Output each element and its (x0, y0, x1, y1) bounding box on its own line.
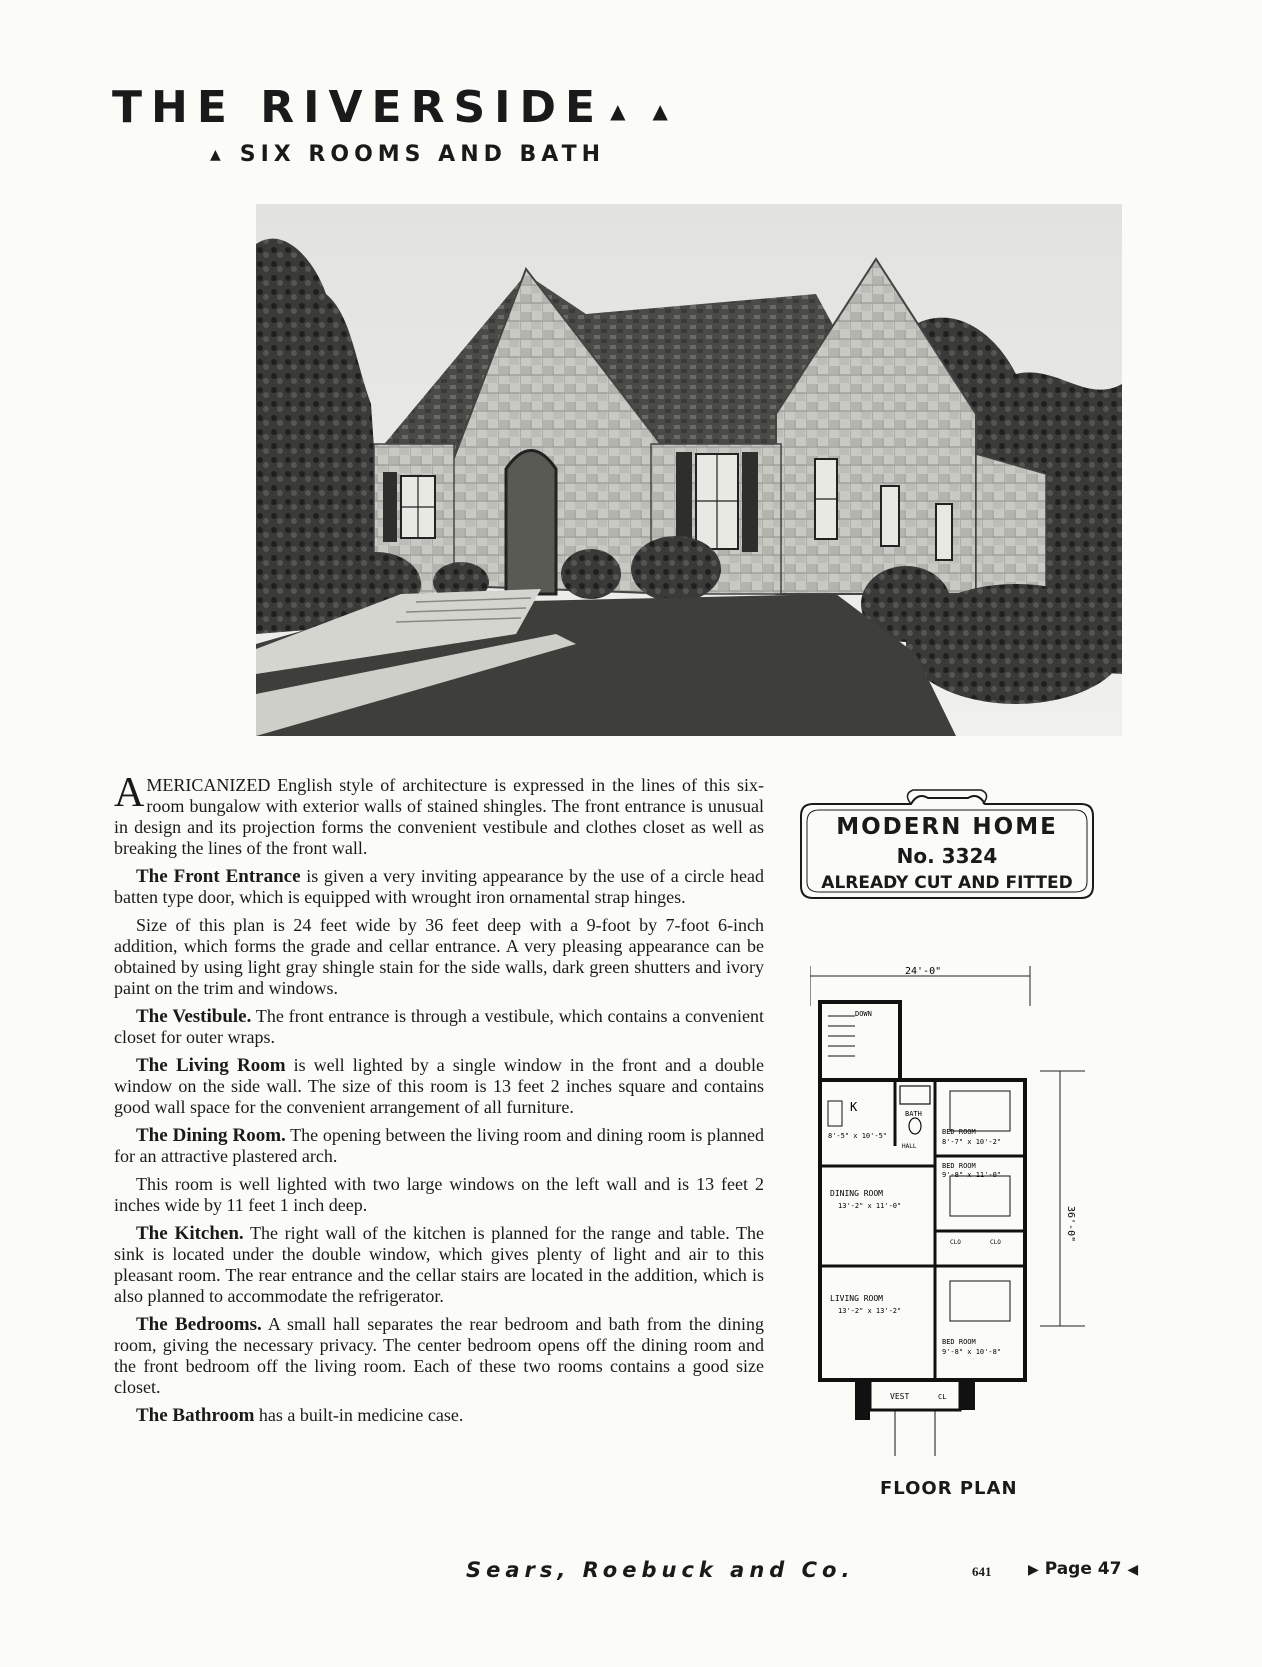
dining-room-text: The opening between the living room and dining room is planned for an attractive plastered arch. (114, 1125, 765, 1166)
page-left-arrow: ▶ (1028, 1562, 1039, 1578)
dining-room-paragraph-2: This room is well lighted with two large windows on the left wall and is 13 feet 2 inches wide by 11 feet 1 inch deep. (114, 1174, 764, 1215)
title-text: THE RIVERSIDE (112, 82, 605, 133)
bedrooms-heading: The Bedrooms. (136, 1314, 262, 1335)
card-tagline: ALREADY CUT AND FITTED (821, 873, 1073, 893)
bathroom-paragraph (114, 1405, 764, 1426)
plan-depth-dimension: 36'-0" (1065, 1206, 1076, 1243)
plan-dining-label: DINING ROOM (830, 1189, 883, 1198)
page-number: Page 47 (1044, 1559, 1122, 1579)
plan-living-size: 13'-2" x 13'-2" (838, 1307, 902, 1315)
page-right-arrow: ◀ (1127, 1562, 1139, 1578)
plan-bedroom-2-label: BED ROOM (942, 1162, 976, 1170)
bedrooms-text: A small hall separates the rear bedroom and bath from the dining room, giving the necessary privacy. The center bedroom opens off the dining room and the front bedroom off the living room. Each of these two rooms contains a good size closet. (114, 1314, 764, 1397)
plan-bedroom-3-label: BED ROOM (942, 1338, 976, 1346)
floor-plan-label: FLOOR PLAN (880, 1478, 1018, 1499)
page-subtitle (210, 142, 605, 167)
plan-hall-label: HALL (902, 1143, 917, 1150)
title-triangles: ▲ ▲ (610, 99, 678, 123)
plan-dining-size: 13'-2" x 11'-0" (838, 1202, 902, 1210)
plan-bedroom-3-size: 9'-8" x 10'-8" (942, 1348, 1002, 1356)
bathroom-text: has a built-in medicine case. (254, 1405, 464, 1425)
modern-home-card (793, 812, 1101, 896)
plan-width-dimension: 24'-0" (905, 966, 942, 977)
page-title (112, 82, 678, 133)
intro-paragraph: AMERICANIZED English style of architecture is expressed in the lines of this six-room bungalow with exterior walls of stained shingles. The front entrance is unusual in design and its projection forms the convenient vestibule and clothes closet as well as breaking the lines of the front wall. (114, 770, 764, 858)
kitchen-heading: The Kitchen. (136, 1223, 244, 1244)
kitchen-paragraph (114, 1223, 764, 1307)
plan-kitchen-label: K (850, 1100, 858, 1114)
living-room-text: is well lighted by a single window in the front and a double window on the side wall. The size of this room is 13 feet 2 inches square and contains good wall space for the convenient arrangement of all furniture. (114, 1055, 764, 1117)
floor-plan-drawing (810, 966, 1100, 1456)
plan-kitchen-size: 8'-5" x 10'-5" (828, 1132, 888, 1140)
plan-bath-label: BATH (905, 1110, 922, 1118)
plan-down-label: DOWN (855, 1010, 872, 1018)
plan-closet-1-label: CLO (950, 1239, 961, 1246)
subtitle-triangle: ▲ (210, 147, 226, 163)
vestibule-paragraph (114, 1006, 764, 1048)
house-illustration (256, 204, 1122, 736)
front-entrance-heading: The Front Entrance (136, 866, 301, 887)
bathroom-heading: The Bathroom (136, 1405, 255, 1426)
dining-room-heading: The Dining Room. (136, 1125, 286, 1146)
plan-vestibule-label: VEST (890, 1392, 910, 1401)
description (114, 770, 765, 1433)
footer-catalog-number: 641 (972, 1564, 992, 1579)
kitchen-text: The right wall of the kitchen is planned for the range and table. The sink is located under the double window, which gives plenty of light and air to this pleasant room. The rear entrance and the cellar stairs are located in the addition, which is also planned to accommodate the refrigerator. (114, 1223, 764, 1306)
plan-closet-front-label: CL (938, 1393, 947, 1401)
living-room-heading: The Living Room (136, 1055, 286, 1076)
card-model-number: No. 3324 (896, 844, 998, 868)
footer-page (1028, 1559, 1138, 1579)
footer-publisher: Sears, Roebuck and Co. (466, 1558, 855, 1582)
bedrooms-paragraph (114, 1314, 764, 1398)
plan-bedroom-2-size: 9'-8" x 11'-0" (942, 1171, 1002, 1179)
plan-closet-2-label: CLO (990, 1239, 1001, 1246)
front-entrance-paragraph (114, 866, 764, 908)
living-room-paragraph (114, 1055, 764, 1118)
plan-bedroom-1-label: BED ROOM (942, 1128, 976, 1136)
plan-living-label: LIVING ROOM (830, 1294, 883, 1303)
dining-room-paragraph (114, 1125, 764, 1167)
vestibule-heading: The Vestibule. (136, 1006, 252, 1027)
size-paragraph: Size of this plan is 24 feet wide by 36 feet deep with a 9-foot by 7-foot 6-inch addition, which forms the grade and cellar entrance. A very pleasing appearance can be obtained by using light gray shingle stain for the side walls, dark green shutters and ivory paint on the trim and windows. (114, 915, 764, 998)
front-entrance-text: is given a very inviting appearance by the use of a circle head batten type door, which is equipped with wrought iron ornamental strap hinges. (114, 866, 764, 907)
subtitle-text: SIX ROOMS AND BATH (239, 142, 606, 167)
card-heading: MODERN HOME (836, 814, 1058, 840)
vestibule-text: The front entrance is through a vestibule, which contains a convenient closet for outer wraps. (114, 1006, 764, 1047)
plan-bedroom-1-size: 8'-7" x 10'-2" (942, 1138, 1002, 1146)
